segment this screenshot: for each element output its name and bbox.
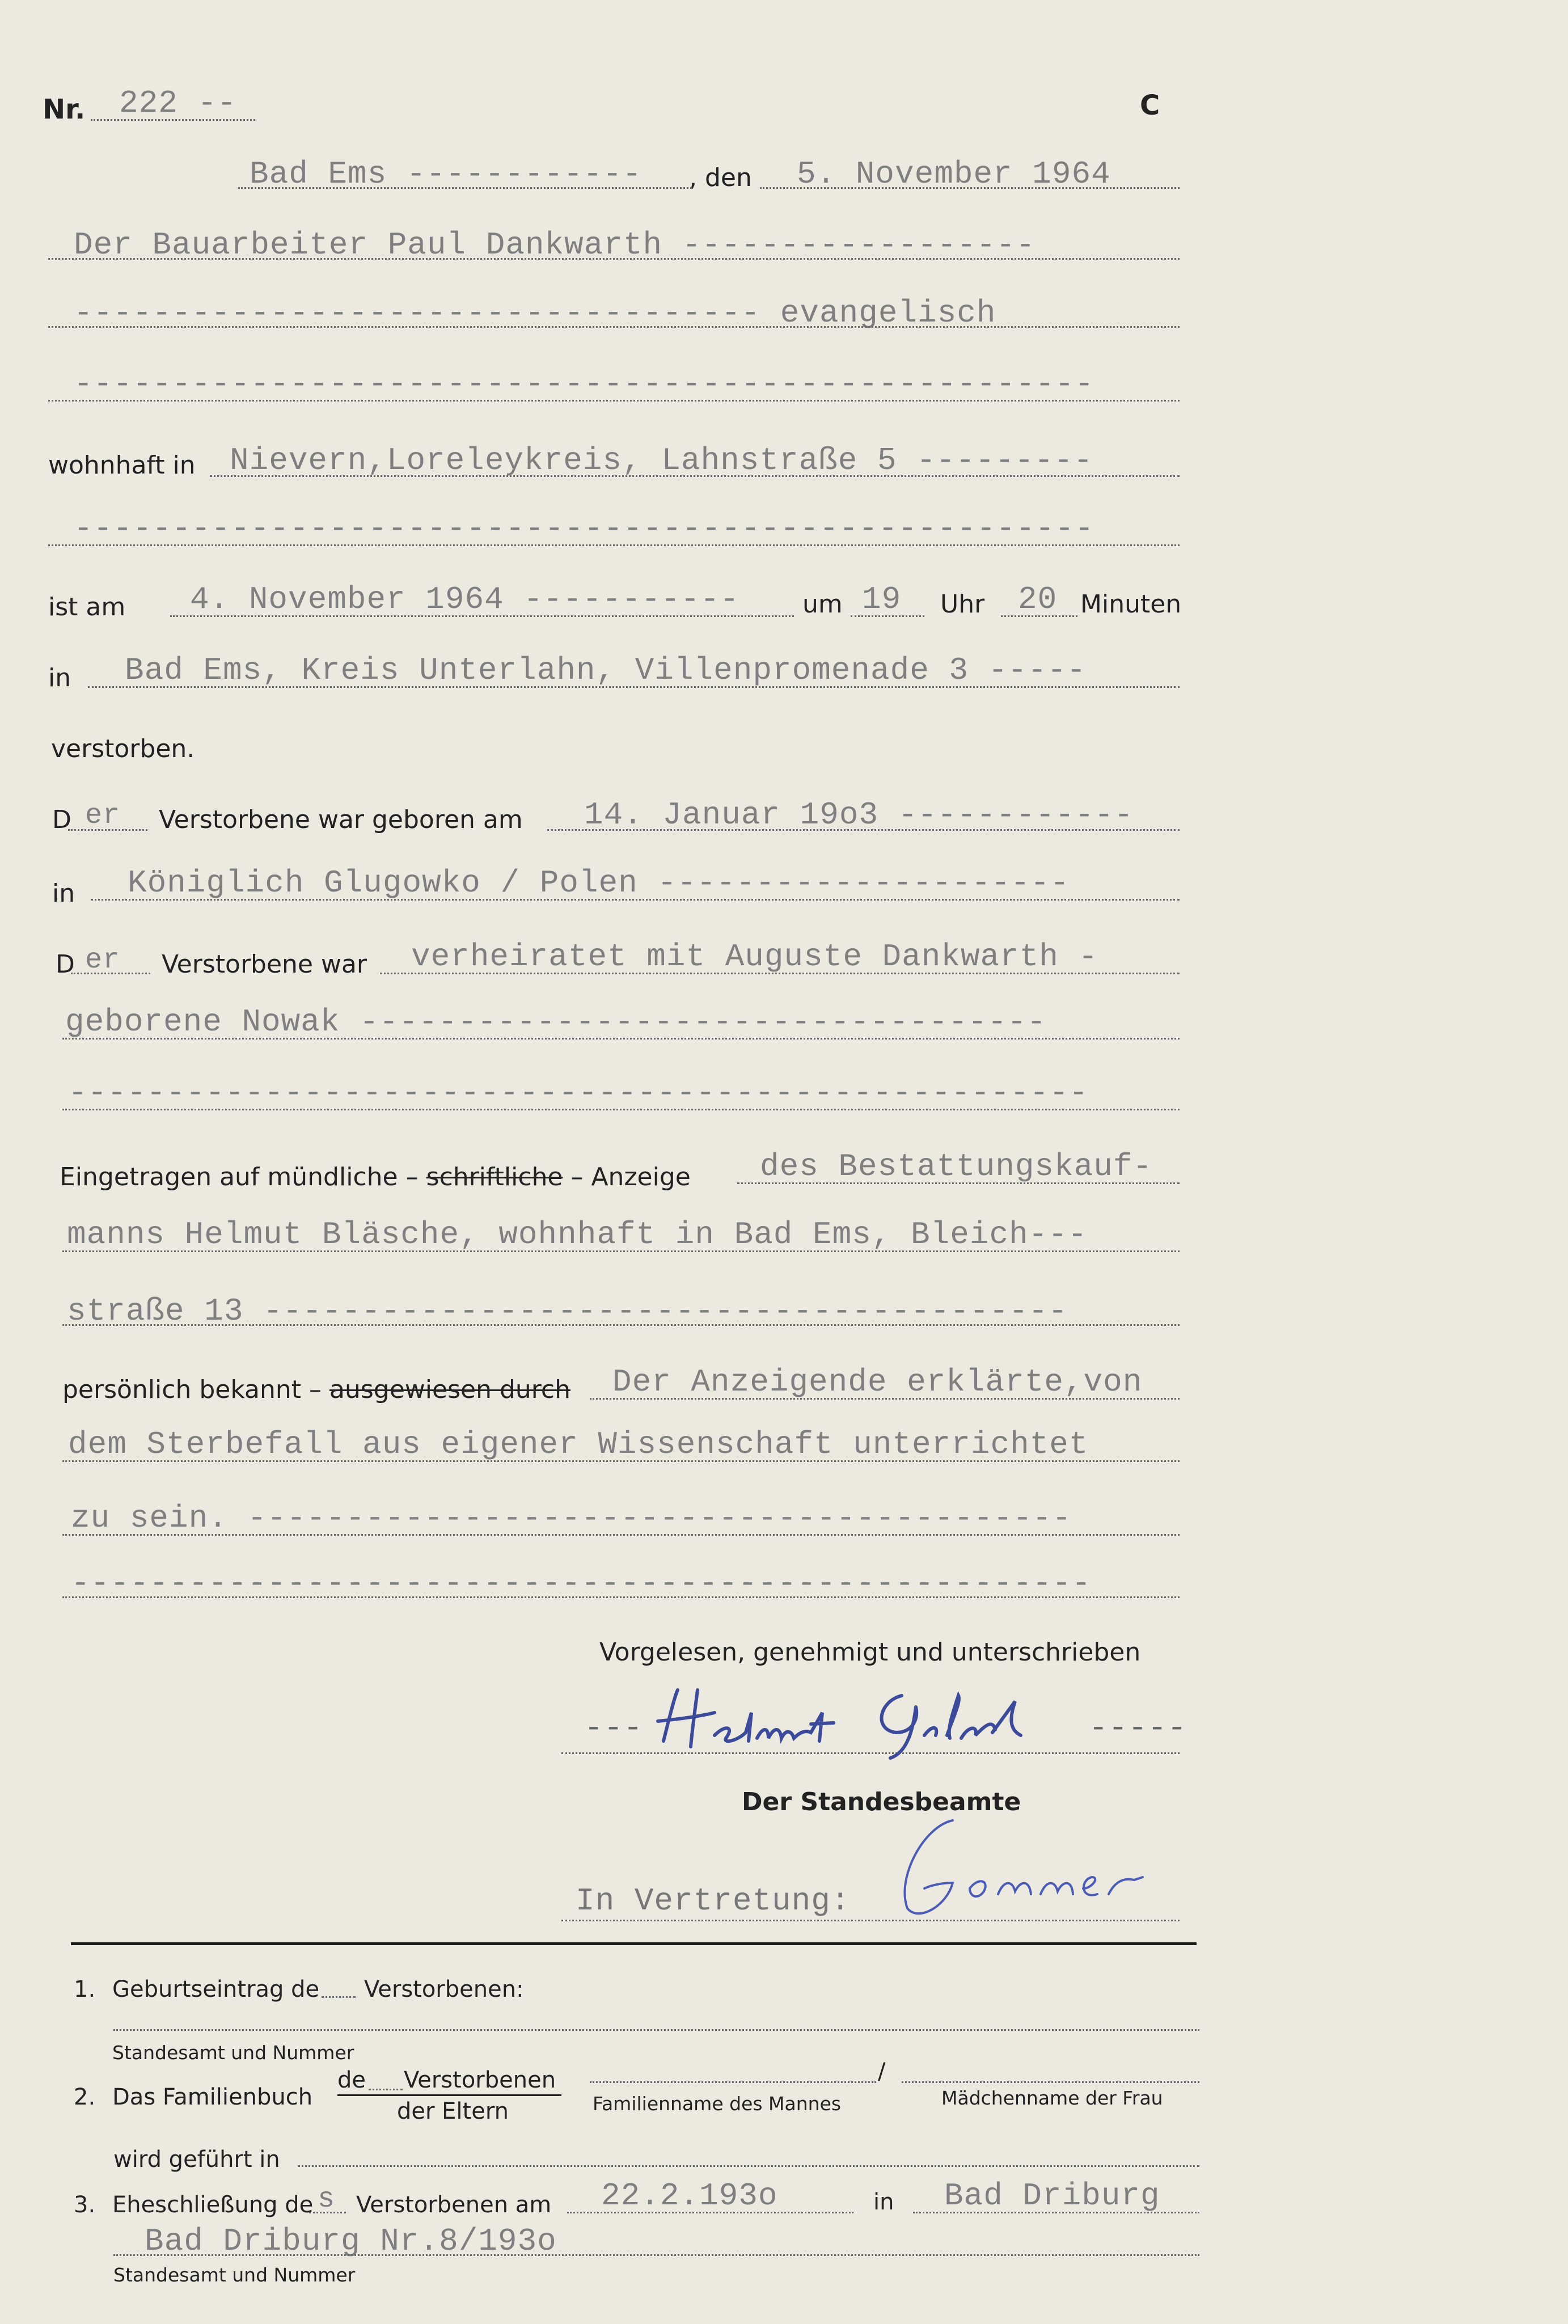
dotted-line (48, 258, 1180, 260)
declarant-line-3: ---------------------------------------------------- (74, 366, 1094, 402)
verstorben-label: verstorben. (51, 734, 195, 763)
note-3-suffix: s (318, 2183, 336, 2216)
sig-right-dash: ----- (1089, 1710, 1187, 1746)
verstorbenen-option: Verstorbenen (404, 2067, 556, 2093)
dotted-line (71, 973, 150, 974)
d-label: D (52, 805, 71, 834)
dotted-line (113, 2029, 1199, 2031)
note-3-label-2: Verstorbenen am (356, 2192, 552, 2218)
note-2-label: Das Familienbuch (112, 2084, 313, 2110)
read-approved-text: Vorgelesen, genehmigt und unterschrieben (599, 1638, 1141, 1667)
in-label: in (52, 879, 75, 908)
birth-place: Königlich Glugowko / Polen --------------------- (128, 865, 1070, 901)
in-label: in (48, 664, 71, 692)
dotted-line (322, 1996, 356, 1998)
note-1-label: Geburtseintrag de (112, 1976, 320, 2002)
dotted-line (210, 475, 1180, 477)
residence-line-2: ---------------------------------------------------- (74, 510, 1094, 547)
dotted-line (309, 2212, 346, 2213)
dotted-line (48, 326, 1180, 328)
dotted-line (113, 2254, 1199, 2256)
death-date: 4. November 1964 ----------- (190, 581, 739, 618)
marriage-line-3: ---------------------------------------------------- (68, 1075, 1089, 1111)
sig-left-dash: --- (584, 1710, 643, 1746)
identity-label (62, 1375, 570, 1404)
dotted-line (238, 187, 692, 189)
den-label: , den (689, 163, 752, 192)
d-label: D (56, 950, 75, 979)
report-label-b: – Anzeige (570, 1163, 691, 1191)
identity-line-1: Der Anzeigende erklärte,von (612, 1364, 1143, 1400)
dotted-line (547, 829, 1180, 831)
dotted-line (68, 829, 147, 831)
report-line-2: manns Helmut Bläsche, wohnhaft in Bad Ems, Bleich--- (67, 1216, 1088, 1253)
death-hour: 19 (862, 581, 902, 618)
dotted-line (298, 2165, 1199, 2167)
form-code: C (1140, 90, 1160, 121)
marriage-date: 22.2.193o (601, 2178, 778, 2214)
gender-suffix: er (85, 944, 121, 977)
dotted-line (369, 2089, 403, 2090)
note-3-number: 3. (74, 2192, 96, 2218)
dotted-line (62, 1109, 1180, 1110)
note-3-in-label: in (873, 2189, 894, 2215)
note-1-number: 1. (74, 1976, 96, 2002)
familienname-caption: Familienname des Mannes (593, 2093, 842, 2115)
registrar-label: Der Standesbeamte (742, 1788, 1021, 1816)
report-label-struck: schriftliche (426, 1163, 563, 1191)
identity-label-a: persönlich bekannt – (62, 1375, 322, 1404)
dotted-line (913, 2212, 1199, 2213)
death-minutes: 20 (1018, 581, 1058, 618)
nr-dotted-line (91, 119, 255, 121)
identity-line-2: dem Sterbefall aus eigener Wissenschaft unterrichtet (68, 1426, 1089, 1463)
fraction-line (337, 2094, 561, 2096)
marriage-place: Bad Driburg (944, 2178, 1160, 2214)
identity-label-struck: ausgewiesen durch (329, 1375, 570, 1404)
nr-value: 222 -- (119, 85, 237, 121)
informant-signature (652, 1679, 1060, 1764)
der-eltern-option: der Eltern (397, 2098, 509, 2124)
dotted-line (62, 1460, 1180, 1462)
dotted-line (590, 1398, 1180, 1400)
place-of-registration: Bad Ems ------------ (250, 156, 643, 192)
nr-label: Nr. (43, 94, 86, 125)
birth-label: Verstorbene war geboren am (159, 805, 523, 834)
dotted-line (91, 899, 1180, 901)
dotted-line (1001, 615, 1077, 617)
note-3-label: Eheschließung de (112, 2192, 314, 2218)
registrar-signature (885, 1809, 1191, 1928)
dotted-line (62, 1038, 1180, 1040)
standesamt-nummer-caption-2: Standesamt und Nummer (113, 2264, 356, 2286)
declarant-line-2: ----------------------------------- evangelisch (74, 295, 996, 331)
section-separator (71, 1942, 1197, 1945)
dotted-line (62, 1250, 1180, 1252)
dotted-line (170, 615, 794, 617)
minuten-label: Minuten (1080, 590, 1182, 619)
dotted-line (62, 1324, 1180, 1326)
birth-date: 14. Januar 19o3 ------------ (584, 797, 1134, 833)
wohnhaft-label: wohnhaft in (48, 451, 196, 480)
in-vertretung-label: In Vertretung: (576, 1883, 851, 1919)
ist-am-label: ist am (48, 593, 126, 622)
dotted-line (567, 2212, 853, 2213)
dotted-line (48, 544, 1180, 546)
marriage-registry: Bad Driburg Nr.8/193o (145, 2223, 557, 2259)
dotted-line (590, 2081, 876, 2083)
dotted-line (48, 400, 1180, 402)
slash-separator: / (878, 2059, 886, 2085)
marriage-label: Verstorbene war (162, 950, 367, 979)
dotted-line (851, 615, 924, 617)
dotted-line (62, 1534, 1180, 1536)
dotted-line (737, 1182, 1180, 1184)
registration-date: 5. November 1964 (797, 156, 1111, 192)
identity-line-4: ---------------------------------------------------- (71, 1565, 1092, 1602)
maedchenname-caption: Mädchenname der Frau (941, 2087, 1163, 2109)
marriage-line-2: geborene Nowak ----------------------------------- (65, 1004, 1047, 1040)
residence-line-1: Nievern,Loreleykreis, Lahnstraße 5 --------- (230, 442, 1093, 479)
dotted-line (380, 973, 1180, 974)
de-label: de (337, 2067, 366, 2093)
report-line-1: des Bestattungskauf- (760, 1148, 1153, 1185)
um-label: um (802, 590, 843, 619)
report-label-a: Eingetragen auf mündliche – (60, 1163, 419, 1191)
uhr-label: Uhr (940, 590, 985, 619)
identity-line-3: zu sein. ------------------------------------------ (71, 1500, 1072, 1536)
dotted-line (760, 187, 1180, 189)
report-label (60, 1163, 691, 1191)
dotted-line (902, 2081, 1199, 2083)
wird-gefuehrt-label: wird geführt in (113, 2146, 280, 2173)
gender-suffix: er (85, 800, 121, 832)
note-2-number: 2. (74, 2084, 96, 2110)
note-1-label-2: Verstorbenen: (364, 1976, 524, 2002)
declarant-line-1: Der Bauarbeiter Paul Dankwarth ------------------ (74, 227, 1036, 263)
death-place: Bad Ems, Kreis Unterlahn, Villenpromenade 3 ----- (125, 652, 1087, 688)
marriage-line-1: verheiratet mit Auguste Dankwarth - (411, 939, 1098, 975)
standesamt-nummer-caption-1: Standesamt und Nummer (112, 2042, 354, 2064)
report-line-3: straße 13 ----------------------------------------- (67, 1293, 1068, 1329)
dotted-line (62, 1596, 1180, 1598)
dotted-line (88, 686, 1180, 688)
